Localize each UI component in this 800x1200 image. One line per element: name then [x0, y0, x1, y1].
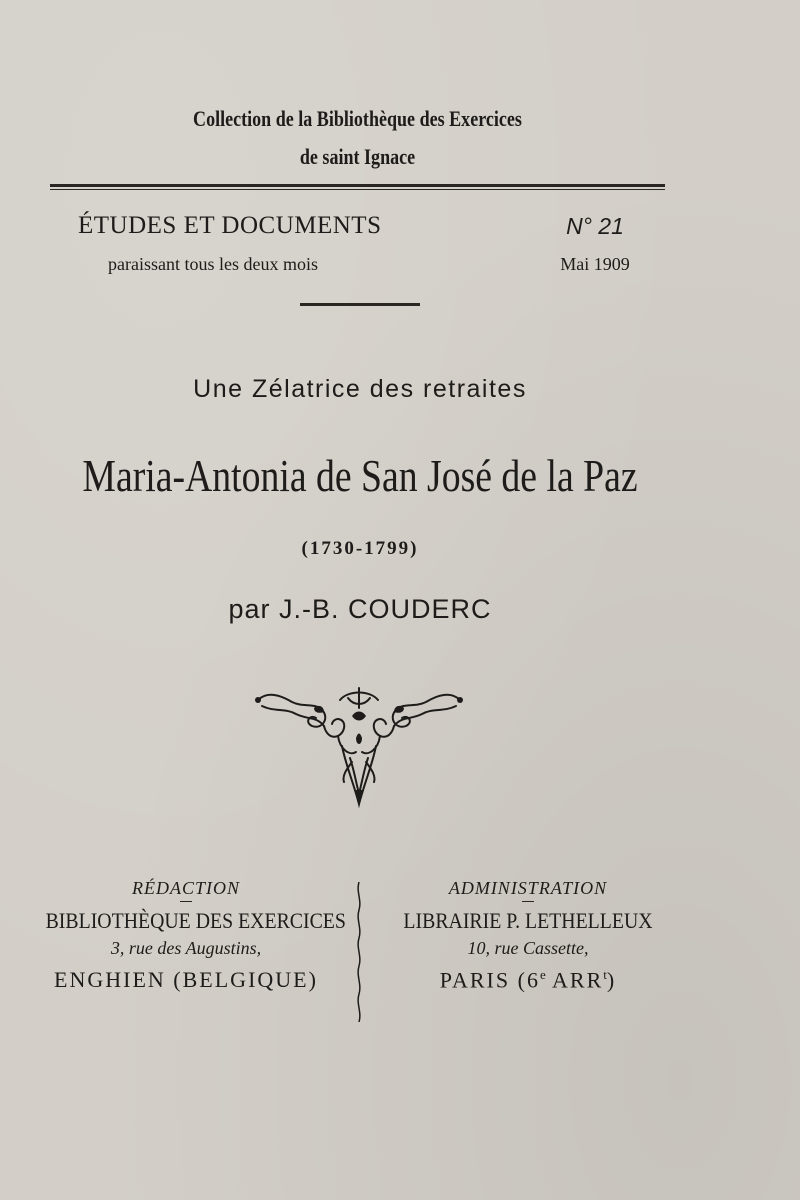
redaction-address: 3, rue des Augustins,: [110, 938, 262, 958]
collection-header: [105, 100, 609, 176]
redaction-dash: [180, 901, 192, 902]
redaction-heading: RÉDACTION: [132, 878, 240, 898]
work-author: par J.-B. COUDERC: [228, 594, 492, 624]
issue-date: Mai 1909: [560, 254, 630, 274]
series-subtitle: paraissant tous les deux mois: [108, 254, 318, 274]
collection-line-2: de saint Ignace: [299, 144, 416, 169]
redaction-city: ENGHIEN (BELGIQUE): [54, 967, 318, 992]
double-rule: [50, 184, 665, 192]
floral-vignette-icon: [252, 686, 466, 810]
collection-line-1: Collection de la Bibliothèque des Exercices: [193, 106, 522, 131]
redaction-block: [30, 878, 346, 993]
redaction-name: BIBLIOTHÈQUE DES EXERCICES: [45, 908, 346, 933]
administration-city: PARIS (6e ARR$^t$): [439, 967, 617, 993]
column-divider: [354, 882, 364, 1022]
issue-number: N° 21: [566, 213, 624, 239]
work-title: Maria-Antonia de San José de la Paz: [82, 450, 638, 501]
administration-block: [372, 878, 684, 993]
administration-dash: [522, 901, 534, 902]
administration-name: LIBRAIRIE P. LETHELLEUX: [403, 908, 653, 933]
work-subject: Une Zélatrice des retraites: [193, 375, 527, 403]
administration-address: 10, rue Cassette,: [467, 938, 589, 958]
series-title: ÉTUDES ET DOCUMENTS: [78, 212, 382, 239]
work-dates: (1730-1799): [301, 538, 419, 559]
short-rule: [300, 303, 420, 306]
administration-heading: ADMINISTRATION: [448, 878, 608, 898]
